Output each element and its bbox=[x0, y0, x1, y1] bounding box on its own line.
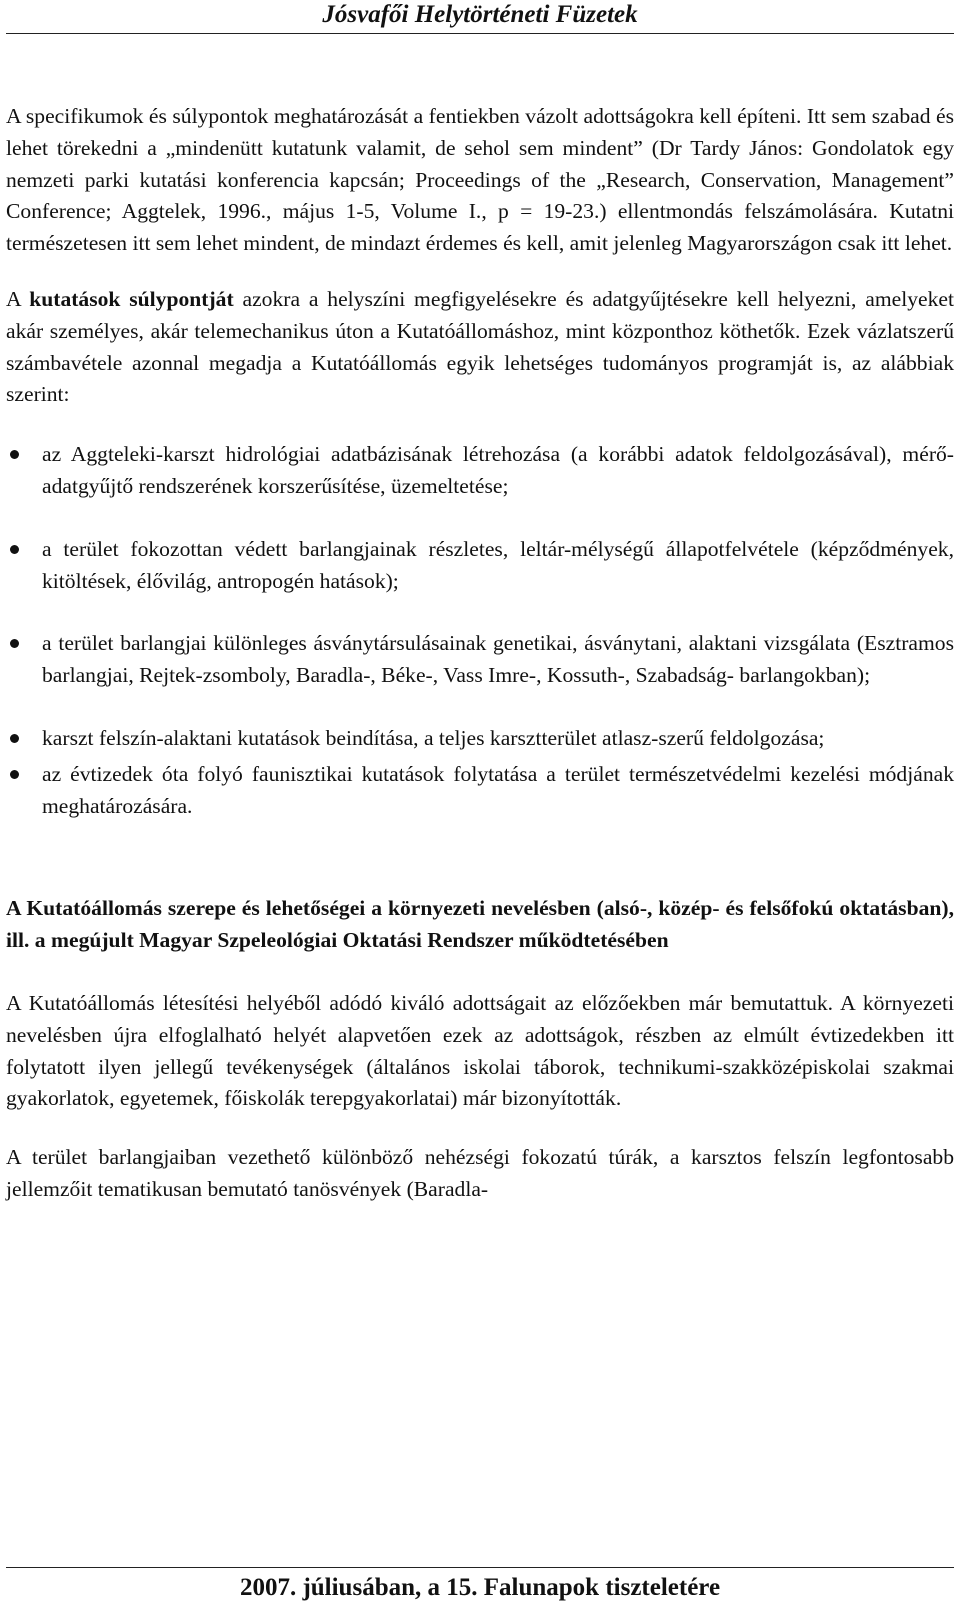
list-item-text: az Aggteleki-karszt hidrológiai adatbázisának létrehozása (a korábbi adatok feldolgozásával), mérő-adatgyűjtő rendszerének korszerűsítése, üzemeltetése; bbox=[42, 442, 954, 498]
list-item bbox=[6, 534, 954, 598]
paragraph-research-focus bbox=[6, 284, 954, 411]
list-item-text: a terület fokozottan védett barlangjainak részletes, leltár-mélységű állapotfelvétele (képződmények, kitöltések, élővilág, antropogén hatások); bbox=[42, 536, 954, 593]
paragraph-research-focus-pre: A bbox=[6, 286, 30, 311]
page-header: Jósvafői Helytörténeti Füzetek bbox=[322, 1, 638, 28]
list-item bbox=[6, 759, 954, 823]
list-item bbox=[6, 628, 954, 692]
page-footer: 2007. júliusában, a 15. Falunapok tiszteletére bbox=[239, 1574, 721, 1601]
bullet-icon bbox=[10, 450, 19, 459]
section-heading: A Kutatóállomás szerepe és lehetőségei a környezeti nevelésben (alsó-, közép- és felsőfokú oktatásban), ill. a megújult Magyar Szpeleológiai Oktatási Rendszer működtetésében bbox=[6, 896, 954, 953]
research-program-list bbox=[6, 439, 954, 822]
list-item-text: a terület barlangjai különleges ásványtársulásainak genetikai, ásványtani, alaktani vizsgálata (Esztramos barlangjai, Rejtek-zsomboly, Baradla-, Béke-, Vass Imre-, Kossuth-, Szabadság- barlangokban); bbox=[42, 631, 954, 688]
paragraph-specifics: A specifikumok és súlypontok meghatározását a fentiekben vázolt adottságokra kell építeni. Itt sem szabad és lehet törekedni a „mindenütt kutatunk valamit, de sehol sem mindent” (Dr Tardy János: Gondolatok egy nemzeti parki kutatási konferencia kapcsán; Proceedings of the „Research, Conservation, Management” Conference; Aggtelek, 1996., május 1-5, Volume I., p = 19-23.) ellentmondás felszámolására. Kutatni természetesen itt sem lehet mindent, de mindazt érdemes és kell, amit jelenleg Magyarországon csak itt lehet. bbox=[6, 104, 954, 256]
header-divider bbox=[6, 33, 954, 34]
list-item bbox=[6, 439, 954, 503]
bullet-icon bbox=[10, 545, 19, 554]
bullet-icon bbox=[10, 770, 19, 779]
paragraph-station-advantages: A Kutatóállomás létesítési helyéből adódó kiváló adottságait az előzőekben már bemutattuk. A környezeti nevelésben újra elfoglalható helyét alapvetően ezek az adottságok, részben az elmúlt évtizedekben itt folytatott ilyen jellegű tevékenységek (általános iskolai táborok, technikumi-szakközépiskolai szakmai gyakorlatok, egyetemek, főiskolák terepgyakorlatai) már bizonyították. bbox=[6, 990, 954, 1111]
footer-divider bbox=[6, 1567, 954, 1568]
research-focus-bold: kutatások súlypontját bbox=[29, 286, 234, 311]
paragraph-cave-tours: A terület barlangjaiban vezethető különböző nehézségi fokozatú túrák, a karsztos felszín legfontosabb jellemzőit tematikusan bemutató tanösvények (Baradla- bbox=[6, 1145, 954, 1201]
page-content bbox=[6, 101, 954, 1206]
bullet-icon bbox=[10, 639, 19, 648]
list-item-text: az évtizedek óta folyó faunisztikai kutatások folytatása a terület természetvédelmi kezelési módjának meghatározására. bbox=[42, 761, 954, 818]
list-item bbox=[6, 723, 954, 755]
list-item-text: karszt felszín-alaktani kutatások beindítása, a teljes karsztterület atlasz-szerű feldolgozása; bbox=[42, 725, 825, 750]
bullet-icon bbox=[10, 734, 19, 743]
paragraph-research-focus-post: azokra a helyszíni megfigyelésekre és adatgyűjtésekre kell helyezni, amelyeket akár személyes, akár telemechanikus úton a Kutatóállomáshoz, mint központhoz köthetők. Ezek vázlatszerű számbavétele azonnal megadja a Kutatóállomás egyik lehetséges tudományos programját is, az alábbiak szerint: bbox=[6, 286, 954, 407]
